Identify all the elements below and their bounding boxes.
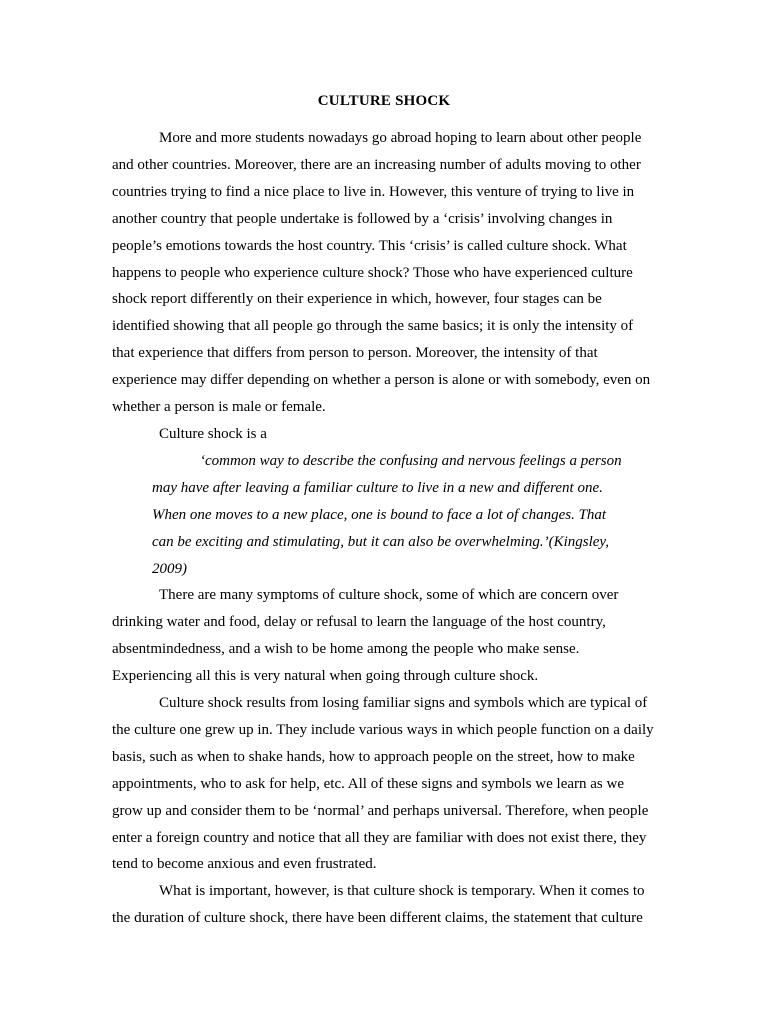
block-quote: ‘common way to describe the confusing and nervous feelings a person may have after leaving a familiar culture to live in a new and different one. When one moves to a new place, one is bound to face a lot of changes. That can be exciting and stimulating, but it can also be overwhelming.’(Kingsley, 2009)	[152, 452, 622, 577]
paragraph-intro: More and more students nowadays go abroad hoping to learn about other people and other countries. Moreover, there are an increasing number of adults moving to other countries trying to find a nice place to live in. However, this venture of trying to live in another country that people undertake is followed by a ‘crisis’ involving changes in people’s emotions towards the host country. This ‘crisis’ is called culture shock. What happens to people who experience culture shock? Those who have experienced culture shock report differently on their experience in which, however, four stages can be identified showing that all people go through the same basics; it is only the intensity of that experience that differs from person to person. Moreover, the intensity of that experience may differ depending on whether a person is alone or with somebody, even on whether a person is male or female.	[112, 130, 651, 416]
document-body	[112, 125, 658, 932]
paragraph-duration: What is important, however, is that culture shock is temporary. When it comes to the duration of culture shock, there have been different claims, the statement that culture	[112, 883, 645, 927]
paragraph-causes: Culture shock results from losing familiar signs and symbols which are typical of the culture one grew up in. They include various ways in which people function on a daily basis, such as when to shake hands, how to approach people on the street, how to make appointments, who to ask for help, etc. All of these signs and symbols we learn as we grow up and consider them to be ‘normal’ and perhaps universal. Therefore, when people enter a foreign country and notice that all they are familiar with does not exist there, they tend to become anxious and even frustrated.	[112, 695, 654, 873]
paragraph-symptoms: There are many symptoms of culture shock, some of which are concern over drinking water and food, delay or refusal to learn the language of the host country, absentmindedness, and a wish to be home among the people who make sense. Experiencing all this is very natural when going through culture shock.	[112, 587, 619, 685]
quote-intro: Culture shock is a	[159, 425, 267, 442]
document-title: CULTURE SHOCK	[317, 93, 451, 109]
